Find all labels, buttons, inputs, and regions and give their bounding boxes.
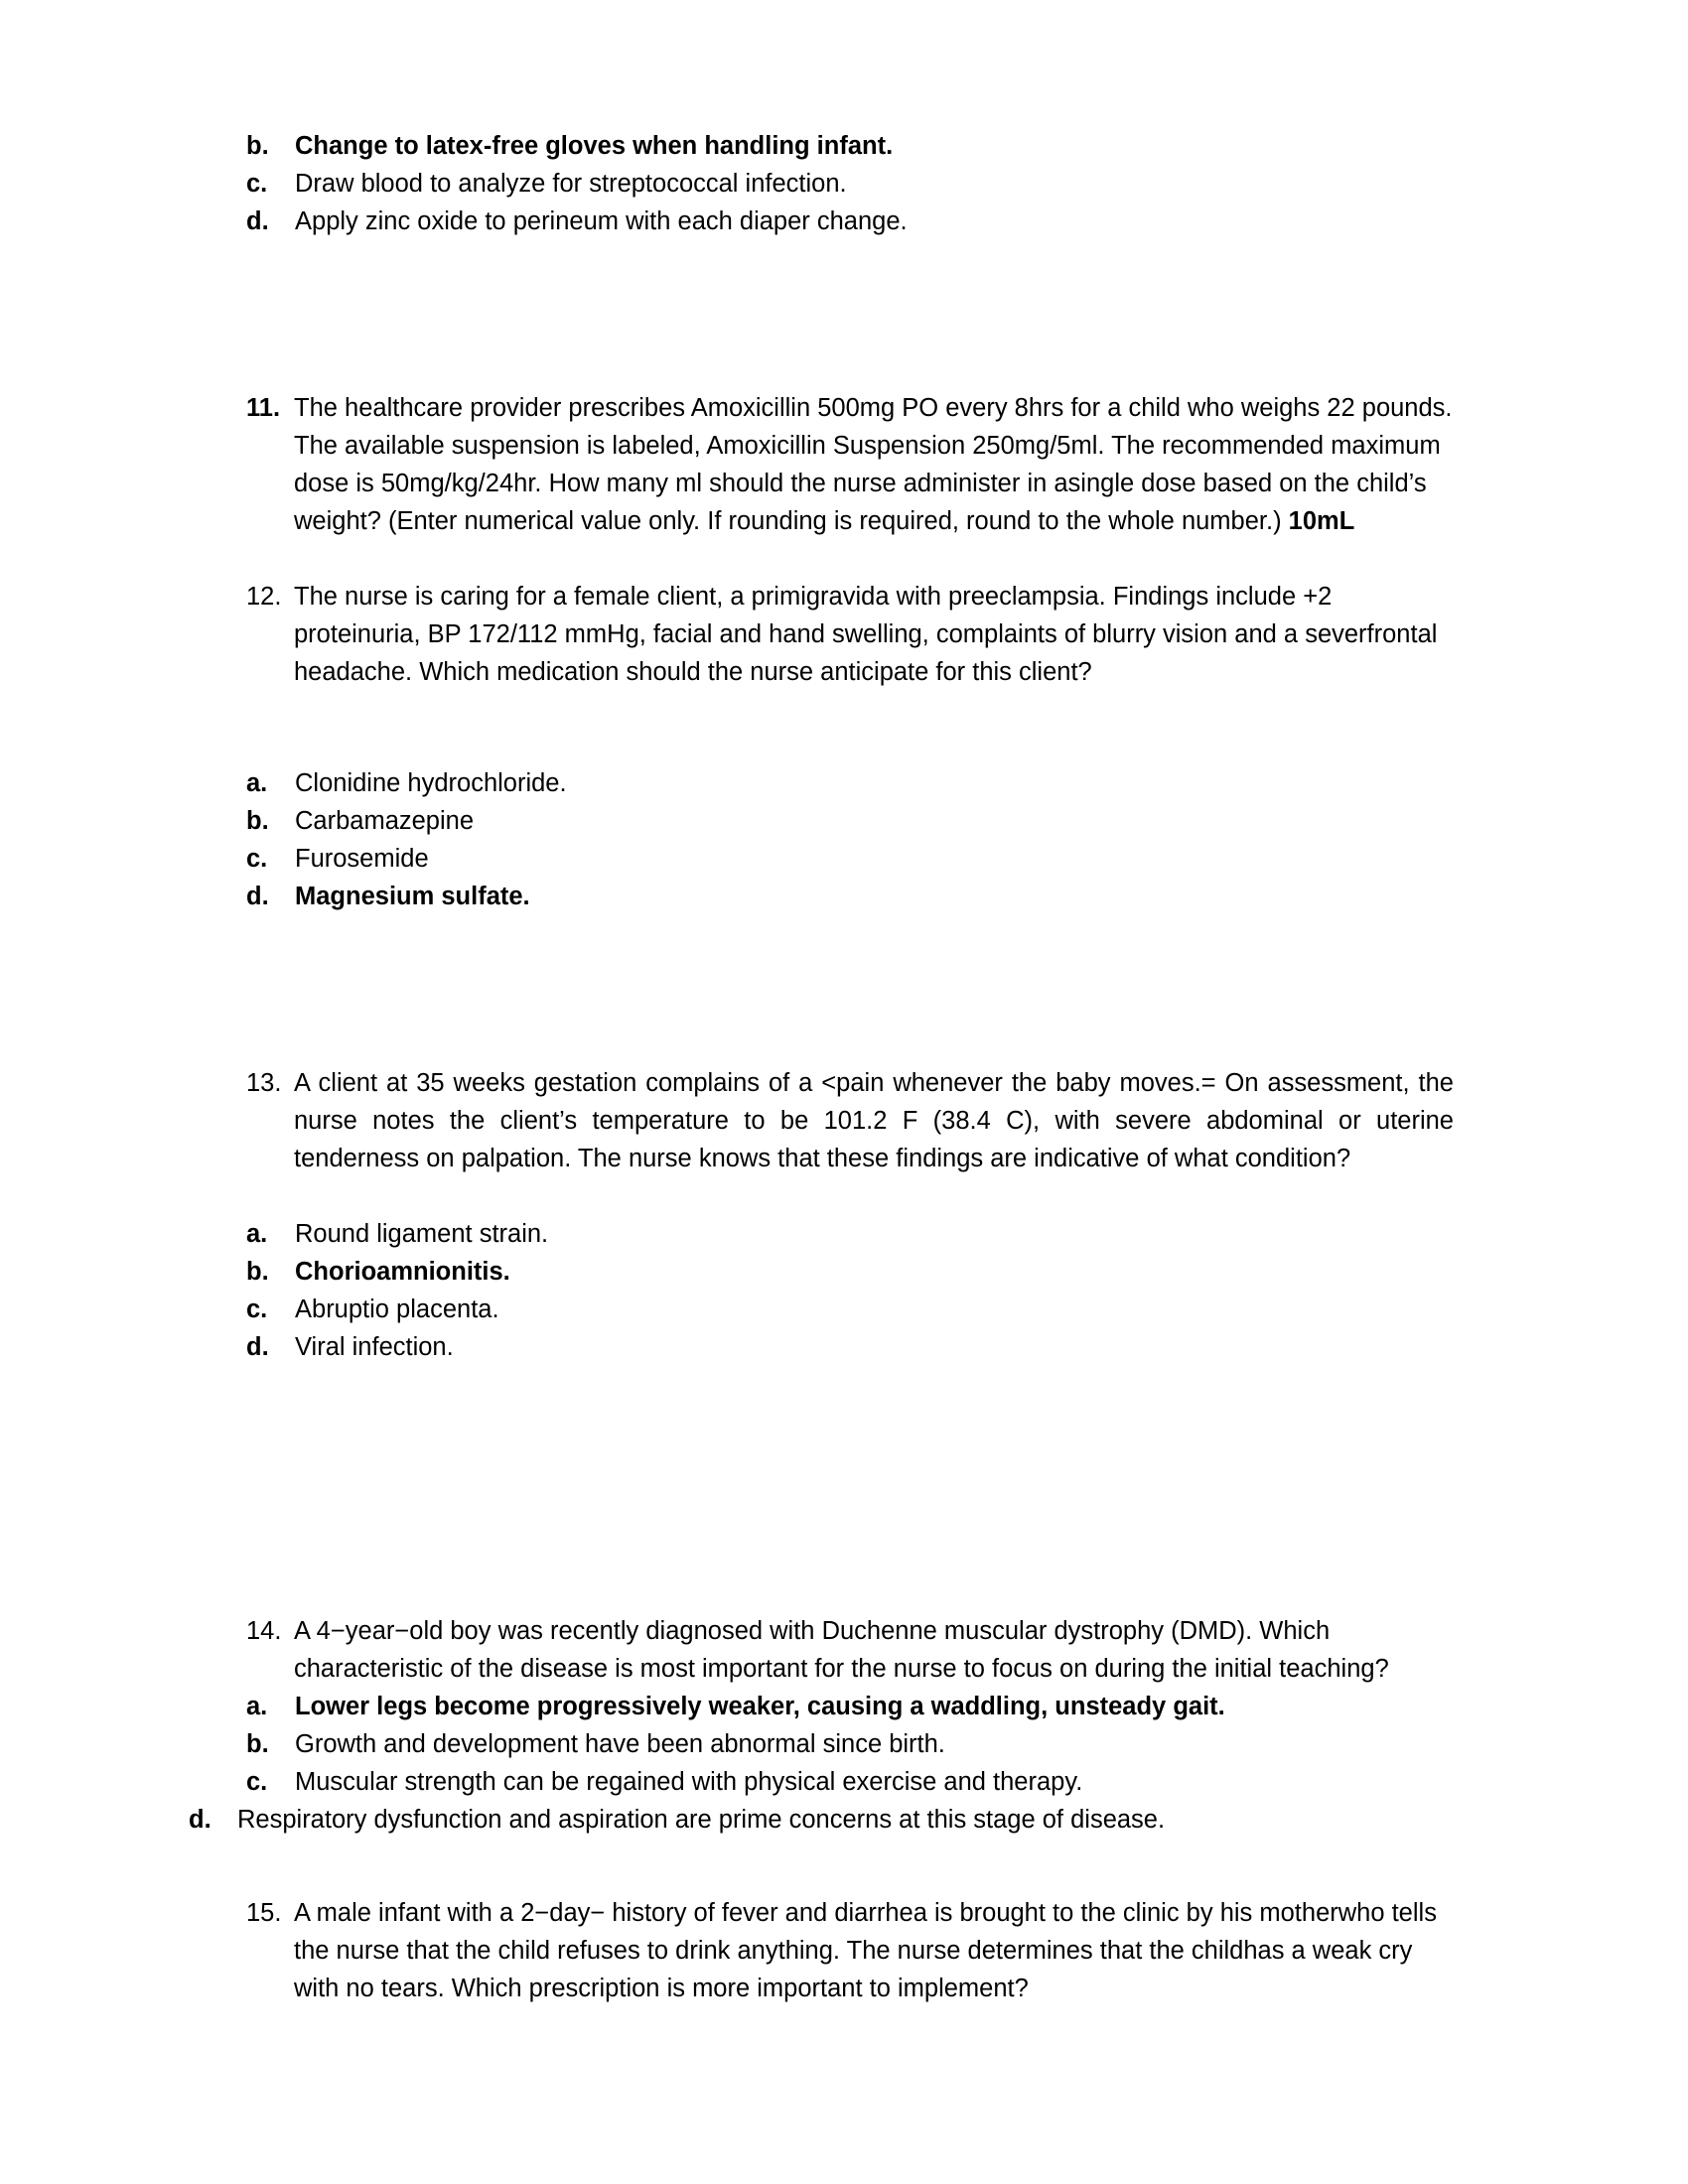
question-stem-row xyxy=(246,1064,1454,1177)
option-spacer xyxy=(0,691,1688,764)
option-spacer xyxy=(0,1177,1688,1215)
option-marker: d. xyxy=(246,883,269,910)
option-marker: b. xyxy=(246,1730,269,1758)
question-12 xyxy=(0,578,1688,915)
option-text: Draw blood to analyze for streptococcal infection. xyxy=(295,170,847,198)
option-text: Carbamazepine xyxy=(295,807,475,835)
list-item[interactable] xyxy=(246,203,1450,240)
option-text: Clonidine hydrochloride. xyxy=(295,769,567,797)
option-marker: b. xyxy=(246,807,269,835)
question-stem xyxy=(294,389,1454,540)
question-number: 12. xyxy=(246,583,282,611)
option-marker: c. xyxy=(246,1296,268,1323)
list-item[interactable] xyxy=(189,1801,1450,1839)
section-spacer xyxy=(0,1366,1688,1612)
section-spacer xyxy=(0,1839,1688,1894)
question-number: 11. xyxy=(246,394,281,422)
list-item[interactable] xyxy=(246,127,1450,165)
list-item[interactable] xyxy=(246,1291,1450,1328)
question-stem: A male infant with a 2−day− history of fever and diarrhea is brought to the clinic by his motherwho tells the nurse that the child refuses to drink anything. The nurse determines that the childhas a weak cry with no tears. Which prescription is more important to implement? xyxy=(294,1899,1437,2002)
question-stem: The nurse is caring for a female client, a primigravida with preeclampsia. Findings include +2 proteinuria, BP 172/112 mmHg, facial and hand swelling, complaints of blurry vision and a severfrontal headache. Which medication should the nurse anticipate for this client? xyxy=(294,583,1438,686)
option-marker: b. xyxy=(246,132,269,160)
option-marker: c. xyxy=(246,845,268,873)
option-text: Lower legs become progressively weaker, causing a waddling, unsteady gait. xyxy=(295,1693,1225,1720)
list-item[interactable] xyxy=(246,165,1450,203)
question-stem-row xyxy=(246,389,1454,540)
option-marker: d. xyxy=(189,1806,211,1834)
option-text: Growth and development have been abnormal since birth. xyxy=(295,1730,945,1758)
option-text: Change to latex-free gloves when handling infant. xyxy=(295,132,894,160)
list-item[interactable] xyxy=(246,764,1450,802)
option-marker: b. xyxy=(246,1258,269,1286)
section-spacer xyxy=(0,915,1688,1064)
top-spacer xyxy=(0,0,1688,127)
option-text: Muscular strength can be regained with physical exercise and therapy. xyxy=(295,1768,1083,1796)
list-item[interactable] xyxy=(246,1253,1450,1291)
option-marker: a. xyxy=(246,1693,268,1720)
option-marker: d. xyxy=(246,207,269,235)
question-answer-inline: 10mL xyxy=(1288,507,1355,535)
list-item[interactable] xyxy=(246,1328,1450,1366)
option-text: Apply zinc oxide to perineum with each diaper change. xyxy=(295,207,908,235)
option-list xyxy=(0,1688,1688,1839)
option-marker: c. xyxy=(246,1768,268,1796)
question-stem: A client at 35 weeks gestation complains of a <pain whenever the baby moves.= On assessment, the nurse notes the client’s temperature to be 101.2 F (38.4 C), with severe abdominal or uterine tenderness on palpation. The nurse knows that these findings are indicative of what condition? xyxy=(294,1069,1454,1172)
question-13 xyxy=(0,1064,1688,1366)
carryover-option-list xyxy=(0,127,1688,240)
section-spacer xyxy=(0,540,1688,578)
list-item[interactable] xyxy=(246,1725,1450,1763)
question-number: 14. xyxy=(246,1617,282,1645)
option-text: Round ligament strain. xyxy=(295,1220,549,1248)
question-number: 13. xyxy=(246,1069,282,1097)
section-spacer xyxy=(0,240,1688,389)
option-marker: a. xyxy=(246,1220,268,1248)
option-marker: c. xyxy=(246,170,268,198)
list-item[interactable] xyxy=(246,1688,1450,1725)
question-number: 15. xyxy=(246,1899,282,1927)
option-list xyxy=(0,764,1688,915)
list-item[interactable] xyxy=(246,1215,1450,1253)
question-stem-text: The healthcare provider prescribes Amoxicillin 500mg PO every 8hrs for a child who weighs 22 pounds. The available suspension is labeled, Amoxicillin Suspension 250mg/5ml. The recommended maximum dose is 50mg/kg/24hr. How many ml should the nurse administer in asingle dose based on the child’s weight? (Enter numerical value only. If rounding is required, round to the whole number.) xyxy=(294,394,1453,535)
question-stem-row xyxy=(246,1612,1454,1688)
option-marker: d. xyxy=(246,1333,269,1361)
option-text: Viral infection. xyxy=(295,1333,454,1361)
option-text: Abruptio placenta. xyxy=(295,1296,499,1323)
question-stem: A 4−year−old boy was recently diagnosed with Duchenne muscular dystrophy (DMD). Which characteristic of the disease is most important for the nurse to focus on during the initial teaching? xyxy=(294,1617,1389,1683)
option-marker: a. xyxy=(246,769,268,797)
list-item[interactable] xyxy=(246,802,1450,840)
list-item[interactable] xyxy=(246,840,1450,878)
option-text: Magnesium sulfate. xyxy=(295,883,530,910)
option-text: Chorioamnionitis. xyxy=(295,1258,510,1286)
option-list xyxy=(0,1215,1688,1366)
option-text: Furosemide xyxy=(295,845,429,873)
question-14 xyxy=(0,1612,1688,1839)
question-11 xyxy=(0,389,1688,540)
question-stem-row xyxy=(246,578,1454,691)
list-item[interactable] xyxy=(246,1763,1450,1801)
question-stem-row xyxy=(246,1894,1454,2007)
question-15 xyxy=(0,1894,1688,2007)
list-item[interactable] xyxy=(246,878,1450,915)
option-text: Respiratory dysfunction and aspiration are prime concerns at this stage of disease. xyxy=(237,1806,1166,1834)
